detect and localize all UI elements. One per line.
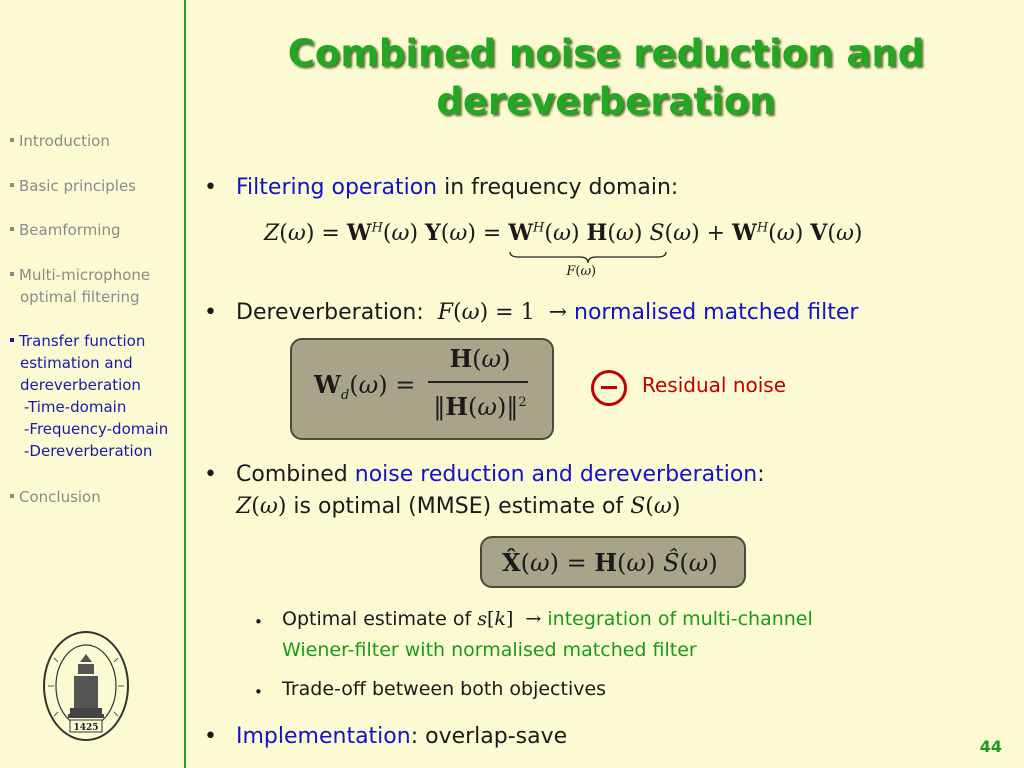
- nav-subitem-frequency-domain[interactable]: -Frequency-domain: [24, 420, 169, 438]
- nav-item-label: Basic principles: [19, 177, 136, 195]
- nav-item-label-cont: optimal filtering: [20, 288, 140, 306]
- bullet-square-icon: [10, 227, 14, 231]
- bullet-square-icon: [10, 272, 14, 276]
- bullet-dereverberation: [236, 300, 858, 325]
- nav-item-label-cont: estimation and: [20, 354, 133, 372]
- matched-filter-equation-box: [290, 338, 554, 440]
- inline-equation: Z(ω): [236, 494, 287, 519]
- bullet-text: Combined: [236, 462, 355, 487]
- nav-item-conclusion[interactable]: [10, 486, 101, 508]
- sub-bullet-optimal-estimate: [282, 608, 813, 630]
- slide-title-line: Combined noise reduction and: [287, 32, 925, 75]
- highlight-text: Wiener-filter with normalised matched filter: [282, 639, 697, 661]
- bullet-text: Optimal estimate of: [282, 608, 472, 630]
- bullet-implementation: [236, 724, 567, 749]
- matched-filter-lhs: $W_d(\omega)$ =: [314, 370, 416, 403]
- nav-item-basic-principles[interactable]: [10, 175, 136, 197]
- bullet-dot-icon: •: [204, 462, 217, 487]
- nav-item-label: Transfer function: [19, 332, 146, 350]
- highlight-text: Implementation: [236, 724, 411, 749]
- bullet-combined: [236, 462, 765, 487]
- slide-title-line: dereverberation: [436, 80, 776, 123]
- bullet-square-icon: [10, 338, 14, 342]
- bullet-square-icon: [10, 138, 14, 142]
- nav-item-label-cont: dereverberation: [20, 376, 141, 394]
- bullet-combined-line2: [236, 494, 680, 519]
- highlight-text: Filtering operation: [236, 175, 438, 200]
- residual-noise-label: Residual noise: [642, 373, 787, 397]
- svg-text:1425: 1425: [73, 723, 99, 733]
- nav-item-label: Introduction: [19, 132, 110, 150]
- highlight-text: noise reduction and dereverberation: [354, 462, 758, 487]
- sidebar-divider: [184, 0, 186, 768]
- bullet-text: : overlap-save: [410, 724, 568, 749]
- slide-title: [200, 30, 1012, 126]
- underbrace-label: F(ω): [566, 264, 597, 279]
- bullet-square-icon: [10, 183, 14, 187]
- bullet-dot-icon: •: [204, 300, 217, 325]
- bullet-filtering: [236, 175, 678, 200]
- nav-item-label: Conclusion: [19, 488, 101, 506]
- bullet-text: :: [757, 462, 765, 487]
- inline-equation: s[k] →: [477, 608, 542, 630]
- mmse-estimate-equation-box: [480, 536, 746, 588]
- page-number: 44: [979, 737, 1002, 756]
- nav-subitem-time-domain[interactable]: -Time-domain: [24, 398, 127, 416]
- nav-item-introduction[interactable]: [10, 130, 110, 152]
- bullet-square-icon: [10, 494, 14, 498]
- sidebar: [0, 0, 186, 768]
- nav-item-label: Beamforming: [19, 221, 121, 239]
- minus-circle-icon: [591, 370, 627, 406]
- filtering-equation: $Z(\omega) = W^H(\omega) Y(\omega) = W^H(\omega)$ H(ω) F(ω) $S(\omega) + W^H(\omega)$ V(ω): [264, 220, 863, 279]
- nav-item-beamforming[interactable]: [10, 219, 121, 241]
- highlight-text: normalised matched filter: [574, 300, 859, 325]
- fraction-denominator: ‖H(ω)‖$^2$: [433, 392, 527, 421]
- university-seal-logo: [40, 628, 132, 746]
- fraction-numerator: H(ω): [449, 344, 511, 373]
- mmse-estimate-equation: X̂(ω) = H(ω) Ŝ(ω): [502, 548, 718, 577]
- sub-bullet-dot-icon: •: [254, 683, 263, 701]
- bullet-dot-icon: •: [204, 724, 217, 749]
- inline-equation: F(ω) = 1 →: [437, 300, 567, 325]
- nav-item-multi-microphone[interactable]: [10, 264, 150, 308]
- highlight-text: integration of multi-channel: [547, 608, 813, 630]
- bullet-text: is optimal (MMSE) estimate of: [286, 494, 624, 519]
- nav-item-transfer-function[interactable]: [10, 330, 168, 462]
- sub-bullet-dot-icon: •: [254, 613, 263, 631]
- bullet-text: in frequency domain:: [437, 175, 679, 200]
- fraction-bar: [428, 381, 528, 383]
- bullet-text: Dereverberation:: [236, 300, 424, 325]
- sub-bullet-trade-off: Trade-off between both objectives: [282, 678, 607, 700]
- bullet-dot-icon: •: [204, 175, 217, 200]
- underbrace-icon: [508, 250, 668, 264]
- nav-item-label: Multi-microphone: [19, 266, 151, 284]
- inline-equation: S(ω): [630, 494, 681, 519]
- nav-subitem-dereverberation[interactable]: -Dereverberation: [24, 442, 153, 460]
